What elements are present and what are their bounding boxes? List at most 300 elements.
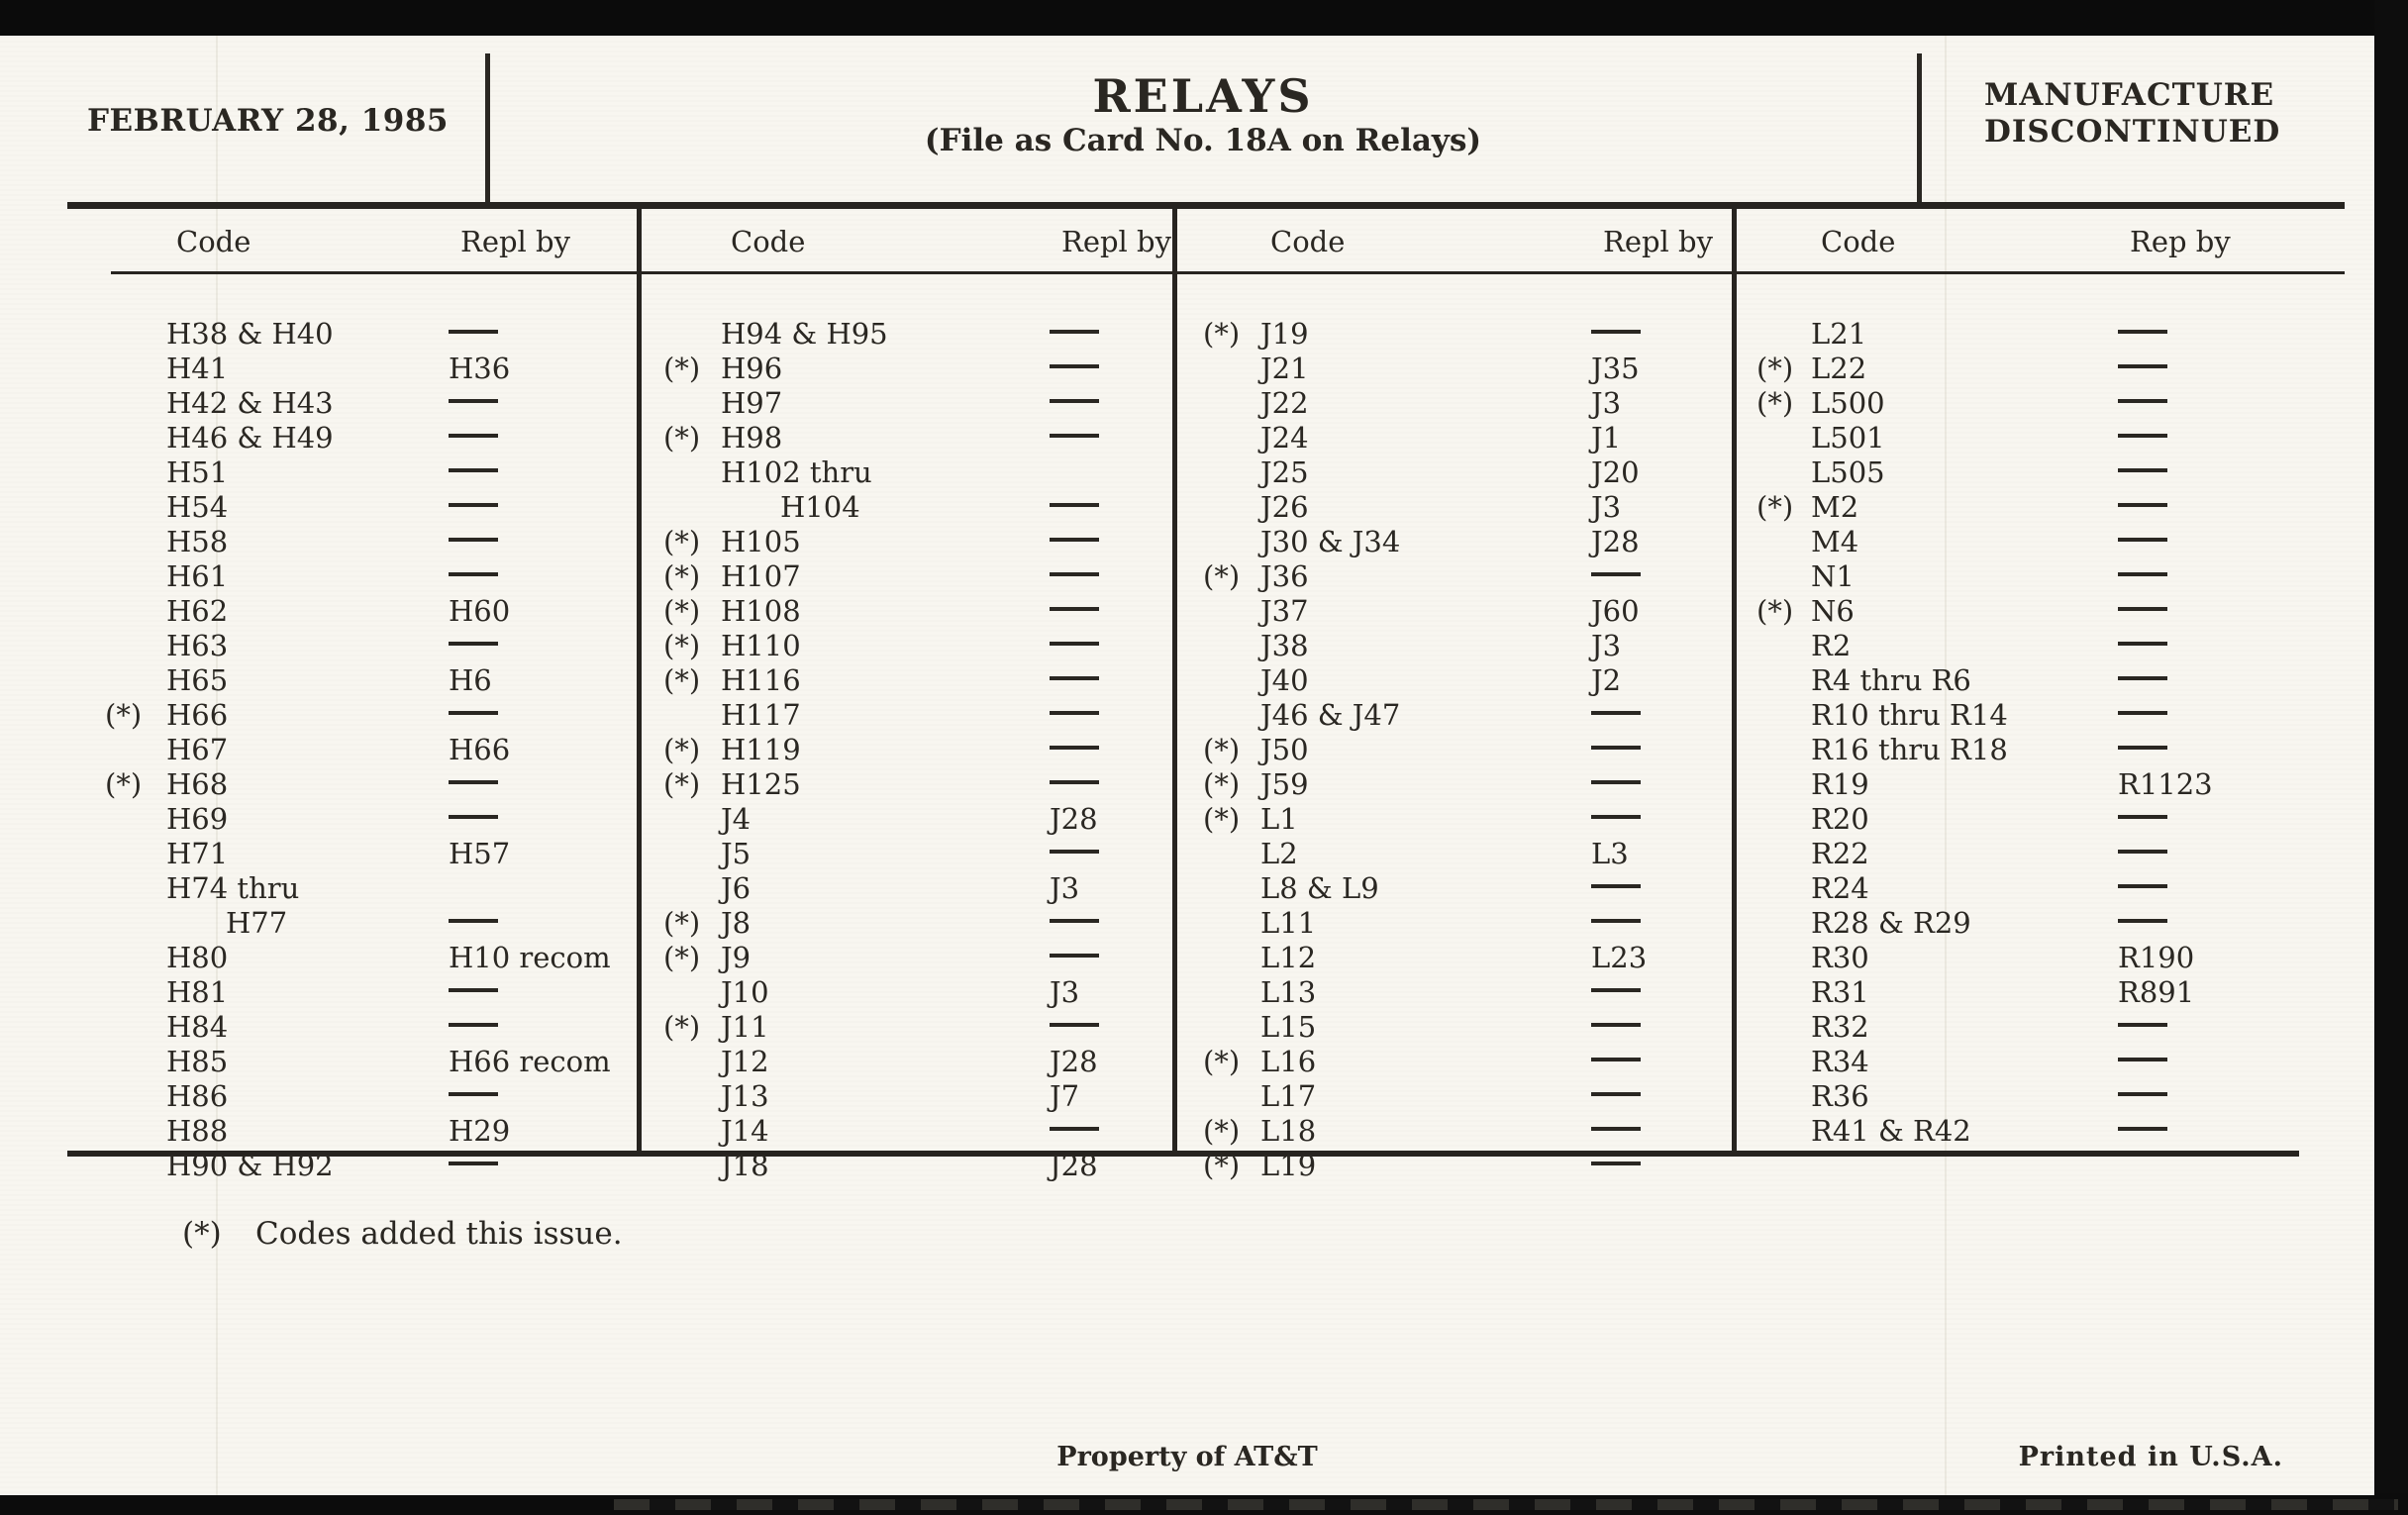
replaced-by-value bbox=[1050, 733, 1099, 767]
code-cell bbox=[67, 352, 637, 386]
table-row bbox=[67, 733, 637, 767]
code-cell bbox=[1177, 525, 1732, 559]
relay-code: R19 bbox=[1811, 767, 1869, 801]
code-cell bbox=[1737, 1010, 2345, 1045]
code-cell bbox=[1737, 1114, 2345, 1149]
no-replacement-dash bbox=[1050, 364, 1099, 368]
code-cell bbox=[1177, 1114, 1732, 1149]
no-replacement-dash bbox=[2118, 746, 2167, 750]
table-row bbox=[642, 975, 1172, 1010]
no-replacement-dash bbox=[1591, 884, 1641, 888]
relay-code: J21 bbox=[1260, 352, 1309, 385]
replaced-by-value bbox=[1050, 767, 1099, 802]
replaced-by-value bbox=[449, 1010, 498, 1045]
relay-code: N6 bbox=[1811, 594, 1855, 628]
table-row bbox=[1177, 1045, 1732, 1079]
relay-code: H71 bbox=[166, 837, 229, 870]
code-cell bbox=[1177, 941, 1732, 975]
table-row bbox=[1737, 386, 2345, 421]
table-row bbox=[642, 1010, 1172, 1045]
relay-code: R20 bbox=[1811, 802, 1869, 836]
status-line-2: DISCONTINUED bbox=[1984, 114, 2281, 150]
code-cell bbox=[642, 1079, 1172, 1114]
table-row bbox=[1737, 1079, 2345, 1114]
added-this-issue-marker: (*) bbox=[1756, 386, 1794, 420]
table-row bbox=[642, 421, 1172, 455]
replaced-by-value: J28 bbox=[1050, 802, 1098, 836]
footnote bbox=[182, 1216, 623, 1252]
table-group bbox=[1177, 202, 1732, 1182]
replaced-by-value bbox=[2118, 1045, 2167, 1079]
replaced-by-value bbox=[1591, 559, 1641, 594]
code-cell bbox=[1177, 1079, 1732, 1114]
relay-code: H102 thru bbox=[721, 455, 872, 489]
no-replacement-dash bbox=[449, 399, 498, 403]
table-row bbox=[1737, 1010, 2345, 1045]
code-cell bbox=[1177, 906, 1732, 941]
no-replacement-dash bbox=[1591, 1023, 1641, 1027]
relay-code: H116 bbox=[721, 663, 801, 697]
table-row bbox=[1177, 698, 1732, 733]
table-row bbox=[67, 1010, 637, 1045]
no-replacement-dash bbox=[1591, 988, 1641, 992]
code-cell bbox=[1737, 802, 2345, 837]
table-row bbox=[1177, 1149, 1732, 1183]
table-row bbox=[1177, 975, 1732, 1010]
relay-code: H86 bbox=[166, 1079, 229, 1113]
no-replacement-dash bbox=[2118, 468, 2167, 472]
replaced-by-value bbox=[449, 421, 498, 455]
relay-code: H41 bbox=[166, 352, 229, 385]
no-replacement-dash bbox=[1591, 1092, 1641, 1096]
relay-code: R28 & R29 bbox=[1811, 906, 1971, 940]
no-replacement-dash bbox=[2118, 607, 2167, 611]
added-this-issue-marker: (*) bbox=[1203, 559, 1241, 593]
relay-code: J24 bbox=[1260, 421, 1309, 454]
relay-code: J59 bbox=[1260, 767, 1309, 801]
no-replacement-dash bbox=[1050, 780, 1099, 784]
scan-frame-right bbox=[2374, 0, 2408, 1515]
code-cell bbox=[67, 663, 637, 698]
relay-code: R2 bbox=[1811, 629, 1852, 662]
added-this-issue-marker: (*) bbox=[663, 1010, 701, 1044]
no-replacement-dash bbox=[2118, 919, 2167, 923]
code-cell bbox=[67, 1079, 637, 1114]
relay-code: J12 bbox=[721, 1045, 769, 1078]
no-replacement-dash bbox=[1050, 572, 1099, 576]
replaced-by-value bbox=[1591, 1149, 1641, 1183]
code-cell bbox=[1737, 767, 2345, 802]
relay-code: L501 bbox=[1811, 421, 1885, 454]
code-cell bbox=[1737, 490, 2345, 525]
replaced-by-value: H10 recom bbox=[449, 941, 611, 974]
group-header bbox=[1177, 202, 1732, 280]
table-row bbox=[1177, 559, 1732, 594]
code-cell bbox=[642, 871, 1172, 906]
table-group bbox=[67, 202, 637, 1182]
relay-code: J30 & J34 bbox=[1260, 525, 1401, 558]
table-row bbox=[642, 1079, 1172, 1114]
code-cell bbox=[1737, 559, 2345, 594]
replaced-by-value: J1 bbox=[1591, 421, 1622, 454]
replaced-by-value: J60 bbox=[1591, 594, 1640, 628]
column-header-code: Code bbox=[1270, 224, 1346, 258]
relay-code: L11 bbox=[1260, 906, 1317, 940]
replaced-by-value bbox=[1591, 733, 1641, 767]
replaced-by-value: J3 bbox=[1050, 975, 1080, 1009]
code-cell bbox=[1177, 975, 1732, 1010]
relay-code: M4 bbox=[1811, 525, 1859, 558]
code-cell bbox=[1737, 698, 2345, 733]
no-replacement-dash bbox=[449, 1023, 498, 1027]
relay-code: H67 bbox=[166, 733, 229, 766]
no-replacement-dash bbox=[1591, 1162, 1641, 1165]
code-cell bbox=[1737, 837, 2345, 871]
code-cell bbox=[1177, 559, 1732, 594]
code-cell bbox=[1737, 352, 2345, 386]
footnote-text: Codes added this issue. bbox=[255, 1216, 623, 1252]
no-replacement-dash bbox=[2118, 815, 2167, 819]
code-cell bbox=[67, 698, 637, 733]
column-header-repl: Rep by bbox=[2130, 224, 2231, 258]
replaced-by-value bbox=[449, 1149, 498, 1183]
relay-code: N1 bbox=[1811, 559, 1855, 593]
no-replacement-dash bbox=[449, 572, 498, 576]
table-row bbox=[67, 837, 637, 871]
relay-code: R36 bbox=[1811, 1079, 1869, 1113]
table-row bbox=[67, 663, 637, 698]
relay-code: M2 bbox=[1811, 490, 1859, 524]
replaced-by-value bbox=[1591, 317, 1641, 352]
table-row bbox=[67, 352, 637, 386]
replaced-by-value: J3 bbox=[1050, 871, 1080, 905]
replaced-by-value bbox=[1050, 698, 1099, 733]
replaced-by-value bbox=[1050, 1114, 1099, 1149]
code-cell bbox=[67, 559, 637, 594]
group-header bbox=[1737, 202, 2345, 280]
replaced-by-value bbox=[2118, 802, 2167, 837]
code-cell bbox=[1177, 767, 1732, 802]
replaced-by-value bbox=[1591, 802, 1641, 837]
relay-code: H38 & H40 bbox=[166, 317, 334, 351]
code-cell bbox=[1737, 525, 2345, 559]
relay-code: L16 bbox=[1260, 1045, 1317, 1078]
code-cell bbox=[1177, 1149, 1732, 1183]
code-cell bbox=[1737, 594, 2345, 629]
added-this-issue-marker: (*) bbox=[1756, 352, 1794, 385]
table-row bbox=[1177, 352, 1732, 386]
code-cell bbox=[1177, 421, 1732, 455]
code-cell bbox=[1177, 455, 1732, 490]
table-row bbox=[67, 1079, 637, 1114]
relay-code: J5 bbox=[721, 837, 752, 870]
code-cell bbox=[67, 837, 637, 871]
table-row bbox=[1177, 802, 1732, 837]
table-row bbox=[67, 767, 637, 802]
added-this-issue-marker: (*) bbox=[105, 698, 143, 732]
replaced-by-value bbox=[449, 906, 498, 941]
no-replacement-dash bbox=[1591, 746, 1641, 750]
added-this-issue-marker: (*) bbox=[663, 767, 701, 801]
replaced-by-value: H66 recom bbox=[449, 1045, 611, 1078]
code-cell bbox=[67, 594, 637, 629]
table-row bbox=[1177, 767, 1732, 802]
no-replacement-dash bbox=[2118, 884, 2167, 888]
code-cell bbox=[67, 1114, 637, 1149]
table-group bbox=[1737, 202, 2345, 1157]
replaced-by-value bbox=[1050, 421, 1099, 455]
no-replacement-dash bbox=[1591, 815, 1641, 819]
replaced-by-value bbox=[2118, 594, 2167, 629]
no-replacement-dash bbox=[1050, 746, 1099, 750]
no-replacement-dash bbox=[449, 815, 498, 819]
table-group bbox=[642, 202, 1172, 1182]
column-header-code: Code bbox=[176, 224, 251, 258]
no-replacement-dash bbox=[1591, 780, 1641, 784]
table-row bbox=[1737, 317, 2345, 352]
replaced-by-value bbox=[2118, 1079, 2167, 1114]
code-cell bbox=[1177, 698, 1732, 733]
replaced-by-value: J28 bbox=[1050, 1045, 1098, 1078]
column-header-code: Code bbox=[731, 224, 806, 258]
table-row bbox=[1177, 837, 1732, 871]
table-row bbox=[1177, 525, 1732, 559]
added-this-issue-marker: (*) bbox=[663, 906, 701, 940]
replaced-by-value bbox=[1050, 837, 1099, 871]
no-replacement-dash bbox=[1591, 711, 1641, 715]
code-cell bbox=[67, 629, 637, 663]
replaced-by-value bbox=[1591, 906, 1641, 941]
replaced-by-value bbox=[1591, 1114, 1641, 1149]
replaced-by-value bbox=[449, 559, 498, 594]
replaced-by-value bbox=[449, 975, 498, 1010]
table-row bbox=[67, 906, 637, 941]
replaced-by-value bbox=[449, 386, 498, 421]
replaced-by-value: H57 bbox=[449, 837, 511, 870]
replaced-by-value bbox=[1050, 1010, 1099, 1045]
relay-code: J38 bbox=[1260, 629, 1309, 662]
relay-code: H110 bbox=[721, 629, 801, 662]
no-replacement-dash bbox=[1050, 1023, 1099, 1027]
relay-code: J22 bbox=[1260, 386, 1309, 420]
relay-code: J9 bbox=[721, 941, 752, 974]
no-replacement-dash bbox=[1050, 850, 1099, 854]
no-replacement-dash bbox=[449, 434, 498, 438]
page-subtitle: (File as Card No. 18A on Relays) bbox=[924, 123, 1482, 158]
replaced-by-value bbox=[1050, 663, 1099, 698]
issue-date: FEBRUARY 28, 1985 bbox=[87, 103, 449, 139]
replaced-by-value bbox=[2118, 698, 2167, 733]
relay-code: J4 bbox=[721, 802, 752, 836]
replaced-by-value bbox=[449, 767, 498, 802]
replaced-by-value bbox=[1050, 629, 1099, 663]
added-this-issue-marker: (*) bbox=[1203, 1114, 1241, 1148]
replaced-by-value bbox=[1050, 559, 1099, 594]
no-replacement-dash bbox=[2118, 711, 2167, 715]
code-cell bbox=[67, 490, 637, 525]
relay-code: H88 bbox=[166, 1114, 229, 1148]
no-replacement-dash bbox=[2118, 538, 2167, 542]
replaced-by-value bbox=[1050, 386, 1099, 421]
table-row bbox=[67, 698, 637, 733]
table-row bbox=[67, 941, 637, 975]
replaced-by-value bbox=[1591, 1045, 1641, 1079]
no-replacement-dash bbox=[1050, 642, 1099, 646]
code-cell bbox=[67, 421, 637, 455]
relay-code: H58 bbox=[166, 525, 229, 558]
added-this-issue-marker: (*) bbox=[1203, 733, 1241, 766]
replaced-by-value bbox=[2118, 871, 2167, 906]
replaced-by-value bbox=[449, 455, 498, 490]
table-row bbox=[1737, 837, 2345, 871]
code-cell bbox=[1177, 386, 1732, 421]
relay-code: H42 & H43 bbox=[166, 386, 334, 420]
table-row bbox=[67, 975, 637, 1010]
no-replacement-dash bbox=[449, 330, 498, 334]
group-header bbox=[67, 202, 637, 280]
replaced-by-value: H66 bbox=[449, 733, 511, 766]
replaced-by-value bbox=[449, 1079, 498, 1114]
replaced-by-value: H29 bbox=[449, 1114, 511, 1148]
no-replacement-dash bbox=[2118, 330, 2167, 334]
no-replacement-dash bbox=[1050, 919, 1099, 923]
replaced-by-value: R891 bbox=[2118, 975, 2195, 1009]
table-row bbox=[1737, 490, 2345, 525]
replaced-by-value bbox=[2118, 1010, 2167, 1045]
no-replacement-dash bbox=[2118, 1092, 2167, 1096]
code-cell bbox=[1737, 975, 2345, 1010]
table-row bbox=[642, 733, 1172, 767]
table-row bbox=[1737, 941, 2345, 975]
code-cell bbox=[1177, 629, 1732, 663]
table-row bbox=[1177, 386, 1732, 421]
replaced-by-value: J35 bbox=[1591, 352, 1640, 385]
no-replacement-dash bbox=[449, 1162, 498, 1165]
replaced-by-value: H6 bbox=[449, 663, 492, 697]
code-cell bbox=[67, 455, 637, 490]
code-cell bbox=[1737, 1045, 2345, 1079]
replaced-by-value bbox=[2118, 837, 2167, 871]
table-row bbox=[1177, 941, 1732, 975]
no-replacement-dash bbox=[2118, 1058, 2167, 1061]
table-row bbox=[1737, 663, 2345, 698]
relay-code: J25 bbox=[1260, 455, 1309, 489]
code-cell bbox=[1737, 455, 2345, 490]
no-replacement-dash bbox=[1050, 434, 1099, 438]
table-row bbox=[642, 837, 1172, 871]
property-notice: Property of AT&T bbox=[1056, 1442, 1318, 1472]
relay-code: J36 bbox=[1260, 559, 1309, 593]
added-this-issue-marker: (*) bbox=[663, 421, 701, 454]
scan-frame-top bbox=[0, 0, 2408, 36]
table-row bbox=[1177, 906, 1732, 941]
no-replacement-dash bbox=[449, 468, 498, 472]
replaced-by-value: J2 bbox=[1591, 663, 1622, 697]
no-replacement-dash bbox=[2118, 434, 2167, 438]
replaced-by-value: J28 bbox=[1050, 1149, 1098, 1182]
relay-code: J6 bbox=[721, 871, 752, 905]
code-cell bbox=[1177, 1010, 1732, 1045]
relay-code: J37 bbox=[1260, 594, 1309, 628]
relay-code: H105 bbox=[721, 525, 801, 558]
column-header-code: Code bbox=[1821, 224, 1896, 258]
no-replacement-dash bbox=[449, 1092, 498, 1096]
table-row bbox=[1737, 698, 2345, 733]
table-row bbox=[642, 629, 1172, 663]
relay-code: H65 bbox=[166, 663, 229, 697]
added-this-issue-marker: (*) bbox=[1203, 1149, 1241, 1182]
relay-code: J40 bbox=[1260, 663, 1309, 697]
table-row bbox=[1737, 975, 2345, 1010]
code-cell bbox=[67, 386, 637, 421]
table-row bbox=[1737, 802, 2345, 837]
no-replacement-dash bbox=[1050, 607, 1099, 611]
relay-code: H69 bbox=[166, 802, 229, 836]
no-replacement-dash bbox=[1591, 1058, 1641, 1061]
no-replacement-dash bbox=[2118, 572, 2167, 576]
no-replacement-dash bbox=[2118, 503, 2167, 507]
no-replacement-dash bbox=[2118, 1127, 2167, 1131]
replaced-by-value bbox=[2118, 733, 2167, 767]
relay-code: H104 bbox=[780, 490, 860, 524]
relay-code: J10 bbox=[721, 975, 769, 1009]
relay-code: H80 bbox=[166, 941, 229, 974]
table-row bbox=[642, 317, 1172, 352]
table-row bbox=[642, 352, 1172, 386]
scan-frame-bottom bbox=[0, 1493, 2408, 1515]
replaced-by-value: R1123 bbox=[2118, 767, 2213, 801]
relay-table bbox=[0, 36, 2374, 1495]
relay-code: L1 bbox=[1260, 802, 1298, 836]
no-replacement-dash bbox=[1050, 330, 1099, 334]
table-row bbox=[642, 767, 1172, 802]
table-row bbox=[1737, 594, 2345, 629]
replaced-by-value bbox=[2118, 559, 2167, 594]
code-cell bbox=[1737, 317, 2345, 352]
relay-code: J26 bbox=[1260, 490, 1309, 524]
table-row bbox=[1177, 317, 1732, 352]
code-cell bbox=[67, 317, 637, 352]
replaced-by-value bbox=[2118, 317, 2167, 352]
code-cell bbox=[67, 871, 637, 906]
relay-code: H63 bbox=[166, 629, 229, 662]
table-row bbox=[1177, 733, 1732, 767]
table-row bbox=[1737, 733, 2345, 767]
table-row bbox=[1177, 1010, 1732, 1045]
replaced-by-value bbox=[2118, 490, 2167, 525]
relay-code: L500 bbox=[1811, 386, 1885, 420]
replaced-by-value: H36 bbox=[449, 352, 511, 385]
relay-code: R30 bbox=[1811, 941, 1869, 974]
table-row bbox=[642, 906, 1172, 941]
no-replacement-dash bbox=[449, 919, 498, 923]
code-cell bbox=[67, 802, 637, 837]
relay-code: H85 bbox=[166, 1045, 229, 1078]
table-row bbox=[1737, 629, 2345, 663]
code-cell bbox=[1177, 733, 1732, 767]
relay-code: J8 bbox=[721, 906, 752, 940]
relay-code: H98 bbox=[721, 421, 783, 454]
table-row bbox=[67, 490, 637, 525]
table-row bbox=[1737, 906, 2345, 941]
table-row bbox=[1177, 421, 1732, 455]
replaced-by-value bbox=[449, 317, 498, 352]
relay-code: L505 bbox=[1811, 455, 1885, 489]
column-header-repl: Repl by bbox=[1603, 224, 1714, 258]
table-row bbox=[642, 559, 1172, 594]
replaced-by-value bbox=[1050, 594, 1099, 629]
relay-code: H62 bbox=[166, 594, 229, 628]
